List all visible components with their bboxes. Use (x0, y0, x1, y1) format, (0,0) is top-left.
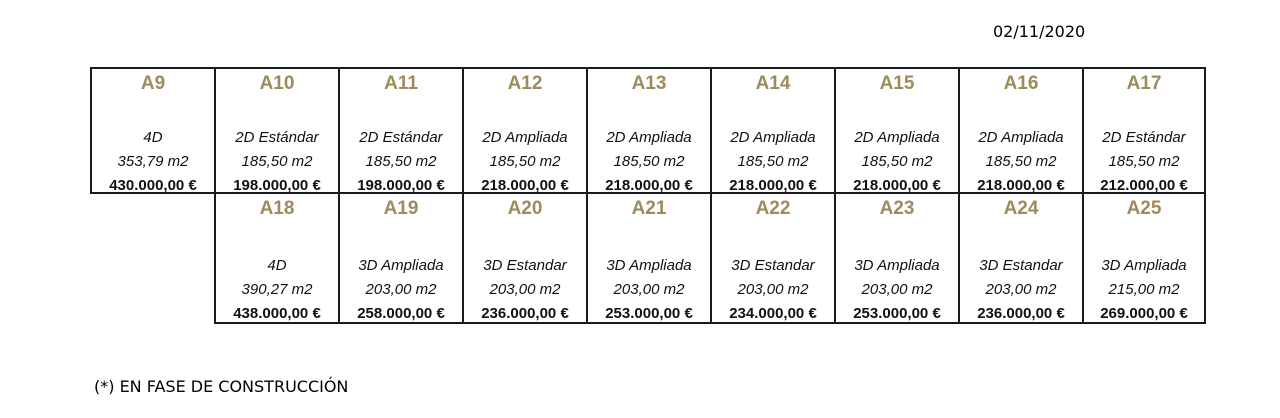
unit-code: A14 (755, 73, 791, 94)
unit-area: 203,00 m2 (861, 281, 933, 298)
unit-code: A21 (631, 198, 667, 219)
unit-price: 438.000,00 € (233, 305, 321, 322)
unit-card-a18 (214, 194, 340, 324)
unit-card-a11 (340, 67, 464, 194)
unit-type: 2D Ampliada (730, 129, 816, 146)
unit-card-a17 (1084, 67, 1206, 194)
unit-card-a12 (464, 67, 588, 194)
unit-price: 218.000,00 € (977, 177, 1065, 194)
unit-code: A20 (507, 198, 543, 219)
unit-area: 203,00 m2 (489, 281, 561, 298)
unit-card-a10 (216, 67, 340, 194)
unit-card-a13 (588, 67, 712, 194)
unit-code: A23 (879, 198, 915, 219)
unit-area: 185,50 m2 (365, 153, 437, 170)
unit-area: 215,00 m2 (1108, 281, 1180, 298)
unit-card-a15 (836, 67, 960, 194)
unit-area: 185,50 m2 (737, 153, 809, 170)
unit-type: 3D Estandar (731, 257, 815, 274)
unit-code: A25 (1126, 198, 1162, 219)
unit-code: A12 (507, 73, 543, 94)
unit-area: 185,50 m2 (241, 153, 313, 170)
unit-area: 185,50 m2 (985, 153, 1057, 170)
unit-price: 218.000,00 € (729, 177, 817, 194)
unit-card-a14 (712, 67, 836, 194)
unit-code: A17 (1126, 73, 1162, 94)
unit-area: 185,50 m2 (1108, 153, 1180, 170)
units-price-table (90, 67, 1206, 324)
unit-type: 2D Ampliada (606, 129, 692, 146)
unit-type: 2D Ampliada (854, 129, 940, 146)
unit-area: 185,50 m2 (489, 153, 561, 170)
unit-type: 2D Ampliada (978, 129, 1064, 146)
unit-card-a16 (960, 67, 1084, 194)
unit-area: 353,79 m2 (117, 153, 189, 170)
unit-price: 430.000,00 € (109, 177, 197, 194)
unit-type: 3D Estandar (483, 257, 567, 274)
unit-type: 4D (143, 129, 163, 146)
unit-area: 203,00 m2 (613, 281, 685, 298)
unit-type: 3D Ampliada (1101, 257, 1187, 274)
unit-type: 2D Estándar (359, 129, 443, 146)
unit-price: 253.000,00 € (853, 305, 941, 322)
unit-price: 218.000,00 € (481, 177, 569, 194)
unit-area: 185,50 m2 (861, 153, 933, 170)
unit-price: 218.000,00 € (853, 177, 941, 194)
unit-card-a21 (588, 194, 712, 324)
unit-card-a25 (1084, 194, 1206, 324)
unit-code: A19 (383, 198, 419, 219)
unit-area: 203,00 m2 (737, 281, 809, 298)
unit-code: A18 (259, 198, 295, 219)
unit-area: 203,00 m2 (985, 281, 1057, 298)
unit-card-a20 (464, 194, 588, 324)
unit-code: A15 (879, 73, 915, 94)
unit-type: 2D Estándar (235, 129, 319, 146)
unit-type: 3D Estandar (979, 257, 1063, 274)
document-date: 02/11/2020 (993, 22, 1086, 41)
unit-code: A16 (1003, 73, 1039, 94)
unit-price: 198.000,00 € (233, 177, 321, 194)
unit-card-a24 (960, 194, 1084, 324)
unit-code: A24 (1003, 198, 1039, 219)
unit-area: 203,00 m2 (365, 281, 437, 298)
unit-price: 218.000,00 € (605, 177, 693, 194)
unit-code: A22 (755, 198, 791, 219)
unit-price: 212.000,00 € (1100, 177, 1188, 194)
unit-price: 234.000,00 € (729, 305, 817, 322)
unit-type: 2D Ampliada (482, 129, 568, 146)
units-row-1 (90, 67, 1206, 194)
unit-price: 198.000,00 € (357, 177, 445, 194)
unit-card-a9 (90, 67, 216, 194)
unit-code: A11 (384, 73, 418, 94)
unit-type: 3D Ampliada (358, 257, 444, 274)
unit-type: 2D Estándar (1102, 129, 1186, 146)
unit-card-a19 (340, 194, 464, 324)
unit-type: 4D (267, 257, 287, 274)
unit-area: 185,50 m2 (613, 153, 685, 170)
unit-price: 236.000,00 € (977, 305, 1065, 322)
unit-card-a23 (836, 194, 960, 324)
units-row-2 (214, 194, 1206, 324)
unit-card-a22 (712, 194, 836, 324)
unit-code: A10 (259, 73, 295, 94)
construction-footnote: (*) EN FASE DE CONSTRUCCIÓN (94, 377, 349, 396)
unit-price: 236.000,00 € (481, 305, 569, 322)
unit-price: 269.000,00 € (1100, 305, 1188, 322)
unit-price: 253.000,00 € (605, 305, 693, 322)
unit-area: 390,27 m2 (241, 281, 313, 298)
unit-type: 3D Ampliada (854, 257, 940, 274)
unit-price: 258.000,00 € (357, 305, 445, 322)
unit-code: A13 (631, 73, 667, 94)
unit-code: A9 (140, 73, 166, 94)
unit-type: 3D Ampliada (606, 257, 692, 274)
